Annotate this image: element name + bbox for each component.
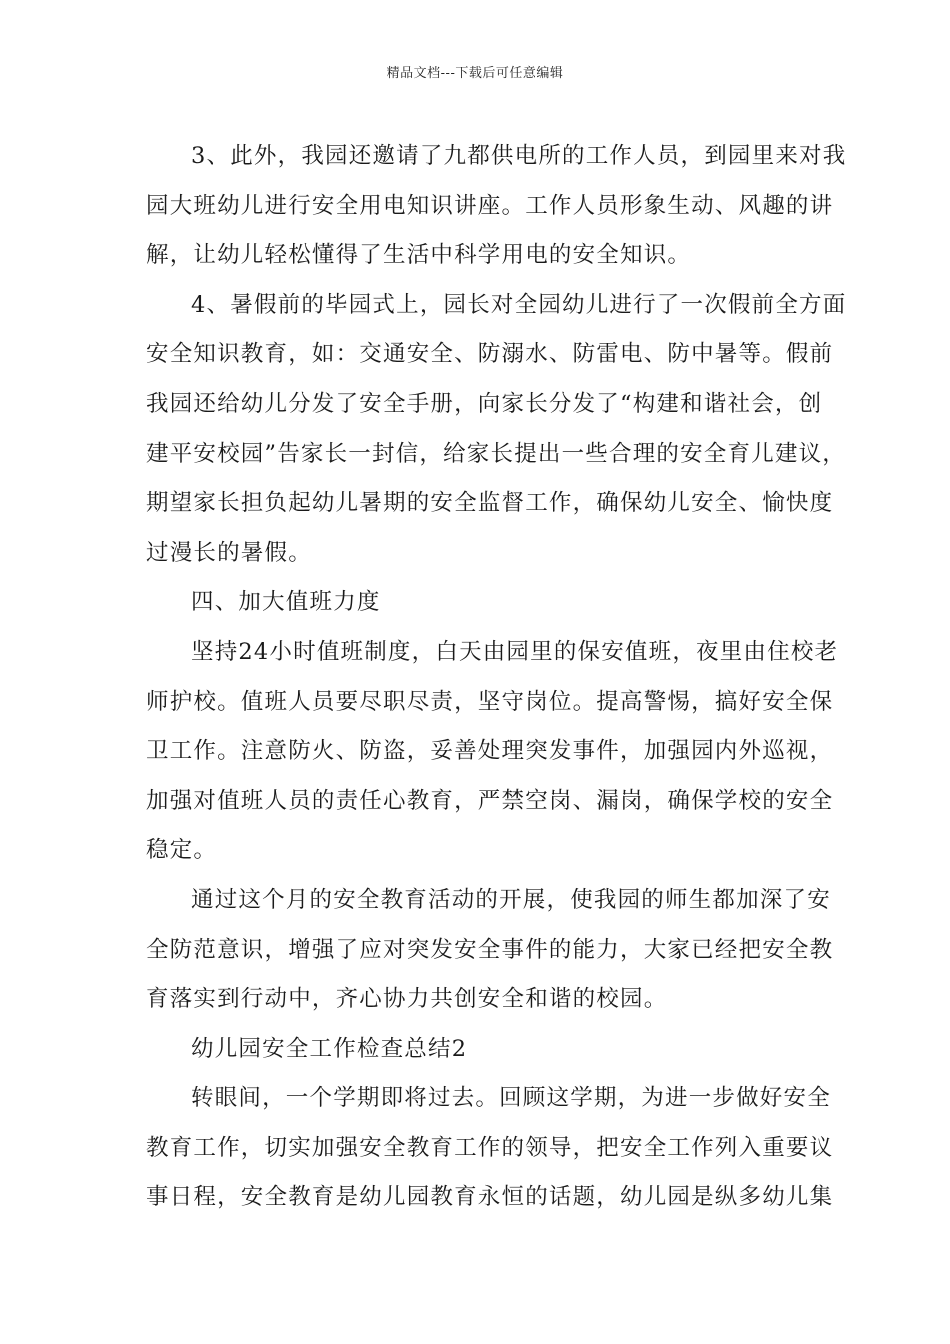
text-line: 师护校。值班人员要尽职尽责，坚守岗位。提高警惕，搞好安全保	[146, 688, 834, 715]
text-line: 全防范意识，增强了应对突发安全事件的能力，大家已经把安全教	[146, 936, 834, 963]
document-body	[146, 132, 847, 1223]
text-line: 期望家长担负起幼儿暑期的安全监督工作，确保幼儿安全、愉快度	[146, 490, 834, 517]
text-line: 4、暑假前的毕园式上，园长对全园幼儿进行了一次假前全方面	[191, 291, 847, 318]
text-line: 3、此外，我园还邀请了九都供电所的工作人员，到园里来对我	[191, 143, 847, 169]
text-line: 解，让幼儿轻松懂得了生活中科学用电的安全知识。	[146, 242, 692, 269]
text-line: 我园还给幼儿分发了安全手册，向家长分发了“构建和谐社会，创	[146, 390, 823, 417]
text-line: 建平安校园”告家长一封信，给家长提出一些合理的安全育儿建议，	[146, 440, 847, 467]
text-line: 幼儿园安全工作检查总结2	[191, 1035, 468, 1062]
text-line: 教育工作，切实加强安全教育工作的领导，把安全工作列入重要议	[146, 1134, 834, 1161]
text-line: 过漫长的暑假。	[146, 539, 312, 566]
text-line: 加强对值班人员的责任心教育，严禁空岗、漏岗，确保学校的安全	[146, 787, 834, 814]
text-line: 安全知识教育，如：交通安全、防溺水、防雷电、防中暑等。假前	[146, 341, 834, 368]
text-line: 四、加大值班力度	[191, 589, 381, 616]
text-line: 育落实到行动中，齐心协力共创安全和谐的校园。	[146, 986, 668, 1013]
page-header: 精品文档---下载后可任意编辑	[386, 66, 564, 81]
text-line: 通过这个月的安全教育活动的开展，使我园的师生都加深了安	[191, 886, 831, 913]
text-line: 转眼间，一个学期即将过去。回顾这学期，为进一步做好安全	[191, 1085, 831, 1112]
text-line: 坚持24小时值班制度，白天由园里的保安值班，夜里由住校老	[191, 638, 839, 665]
text-line: 事日程，安全教育是幼儿园教育永恒的话题，幼儿园是纵多幼儿集	[146, 1184, 834, 1211]
text-line: 园大班幼儿进行安全用电知识讲座。工作人员形象生动、风趣的讲	[146, 192, 834, 219]
text-line: 稳定。	[146, 837, 218, 864]
text-line: 卫工作。注意防火、防盗，妥善处理突发事件，加强园内外巡视，	[146, 738, 834, 765]
